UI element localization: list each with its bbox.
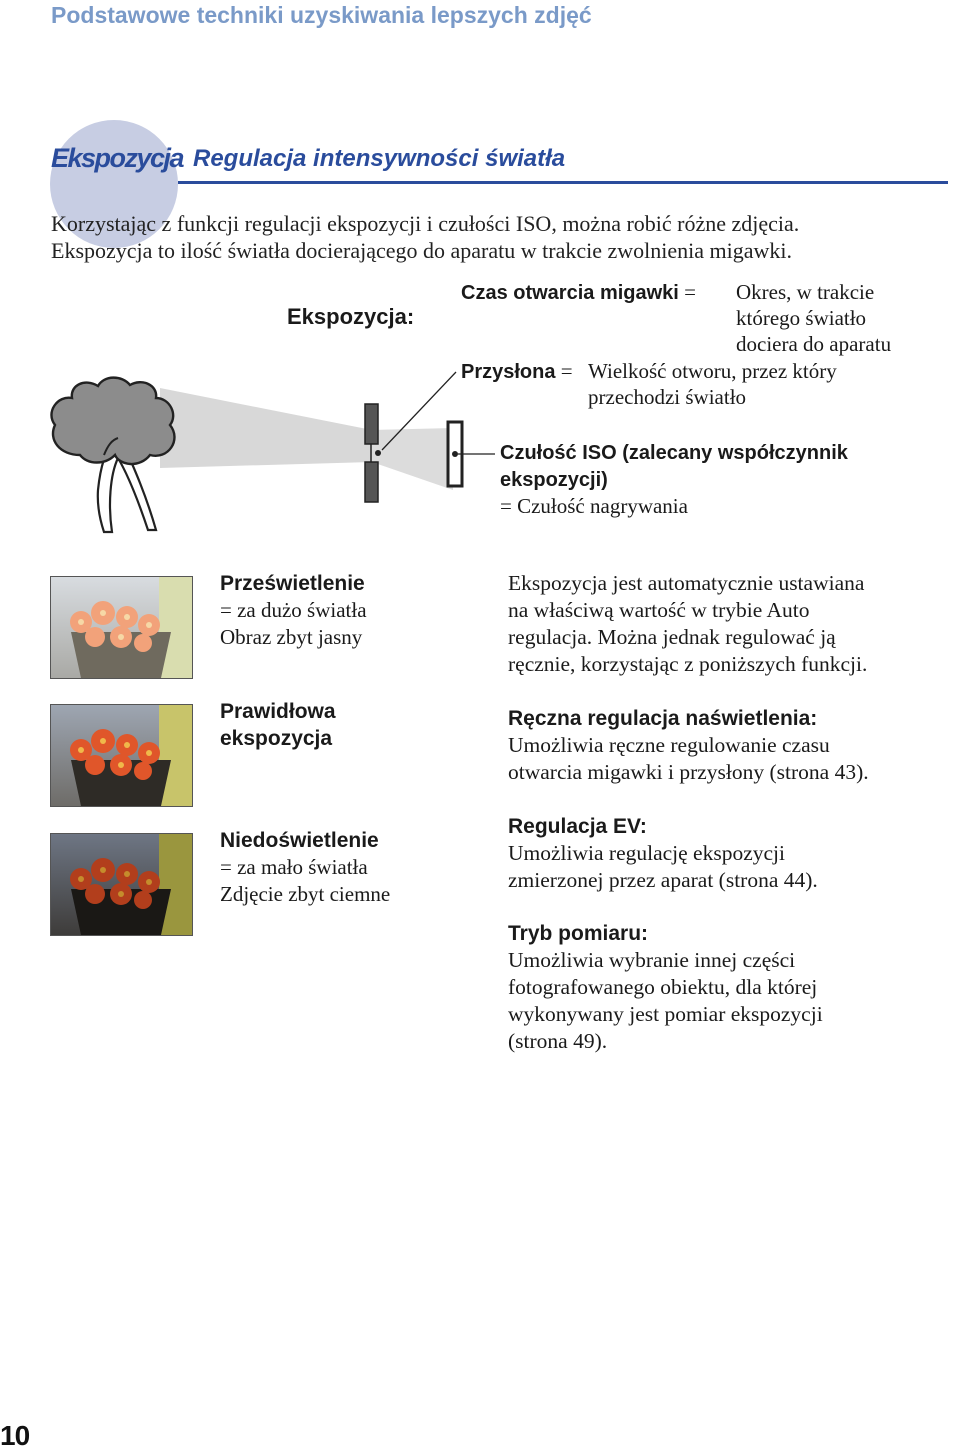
state-heading: Prawidłowa	[220, 700, 336, 723]
right-intro	[508, 570, 948, 678]
shutter-desc-line: którego światło	[736, 306, 867, 330]
state-correct	[220, 698, 336, 752]
item-heading: Ręczna regulacja naświetlenia:	[508, 707, 818, 730]
item-line: Umożliwia wybranie innej części	[508, 948, 796, 972]
underexposed-photo	[50, 833, 193, 936]
item-line: zmierzonej przez aparat (strona 44).	[508, 868, 818, 892]
aperture-term-text: Przysłona	[461, 361, 556, 383]
aperture-description	[588, 358, 837, 410]
light-cone-to-sensor	[372, 428, 453, 490]
shutter-description	[736, 279, 891, 357]
state-heading: Prześwietlenie	[220, 572, 365, 595]
right-intro-line: ręcznie, korzystając z poniższych funkcji.	[508, 652, 868, 676]
tree-icon	[51, 378, 174, 532]
section-tag: Ekspozycja	[51, 143, 184, 173]
state-overexposed	[220, 570, 367, 651]
running-head: Podstawowe techniki uzyskiwania lepszych zdjęć	[51, 2, 592, 28]
shutter-term-text: Czas otwarcia migawki	[461, 282, 679, 304]
item-heading: Tryb pomiaru:	[508, 922, 649, 945]
state-heading: Niedoświetlenie	[220, 829, 379, 852]
metering-mode-item	[508, 920, 948, 1055]
right-intro-line: Ekspozycja jest automatycznie ustawiana	[508, 571, 865, 595]
state-line: = za mało światła	[220, 855, 368, 879]
page-number: 10	[0, 1420, 30, 1451]
iso-term-line: ekspozycji)	[500, 469, 608, 491]
aperture-eq: =	[555, 359, 573, 383]
iso-desc: = Czułość nagrywania	[500, 494, 688, 518]
item-heading: Regulacja EV:	[508, 815, 647, 838]
item-line: Umożliwia regulację ekspozycji	[508, 841, 786, 865]
light-beam	[160, 388, 372, 468]
iso-term-line: Czułość ISO (zalecany współczynnik	[500, 442, 848, 464]
right-intro-line: na właściwą wartość w trybie Auto	[508, 598, 810, 622]
ev-adjust-item	[508, 813, 948, 894]
exposure-label: Ekspozycja:	[287, 304, 415, 329]
state-underexposed	[220, 827, 390, 908]
intro-paragraph	[51, 210, 941, 264]
item-line: otwarcia migawki i przysłony (strona 43).	[508, 760, 869, 784]
aperture-desc-line: Wielkość otworu, przez który	[588, 359, 837, 383]
section-title: Regulacja intensywności światła	[193, 145, 566, 172]
item-line: Umożliwia ręczne regulowanie czasu	[508, 733, 830, 757]
section-rule	[178, 181, 948, 184]
item-line: wykonywany jest pomiar ekspozycji	[508, 1002, 823, 1026]
item-line: (strona 49).	[508, 1029, 608, 1053]
shutter-desc-line: Okres, w trakcie	[736, 280, 875, 304]
state-heading: ekspozycja	[220, 727, 333, 750]
state-line: Obraz zbyt jasny	[220, 625, 363, 649]
shutter-term	[461, 279, 696, 306]
intro-line: Ekspozycja to ilość światła docierającego do aparatu w trakcie zwolnienia migawki.	[51, 238, 792, 263]
state-line: = za dużo światła	[220, 598, 367, 622]
aperture-term	[461, 358, 573, 385]
aperture-desc-line: przechodzi światło	[588, 385, 747, 409]
manual-exposure-item	[508, 705, 948, 786]
iso-description	[500, 439, 848, 519]
state-line: Zdjęcie zbyt ciemne	[220, 882, 391, 906]
item-line: fotografowanego obiektu, dla której	[508, 975, 818, 999]
right-intro-line: regulacja. Można jednak regulować ją	[508, 625, 836, 649]
correct-exposure-photo	[50, 704, 193, 807]
shutter-desc-line: dociera do aparatu	[736, 332, 892, 356]
overexposed-photo	[50, 576, 193, 679]
intro-line: Korzystając z funkcji regulacji ekspozycji i czułości ISO, można robić różne zdjęcia.	[51, 211, 800, 236]
shutter-eq: =	[678, 280, 696, 304]
